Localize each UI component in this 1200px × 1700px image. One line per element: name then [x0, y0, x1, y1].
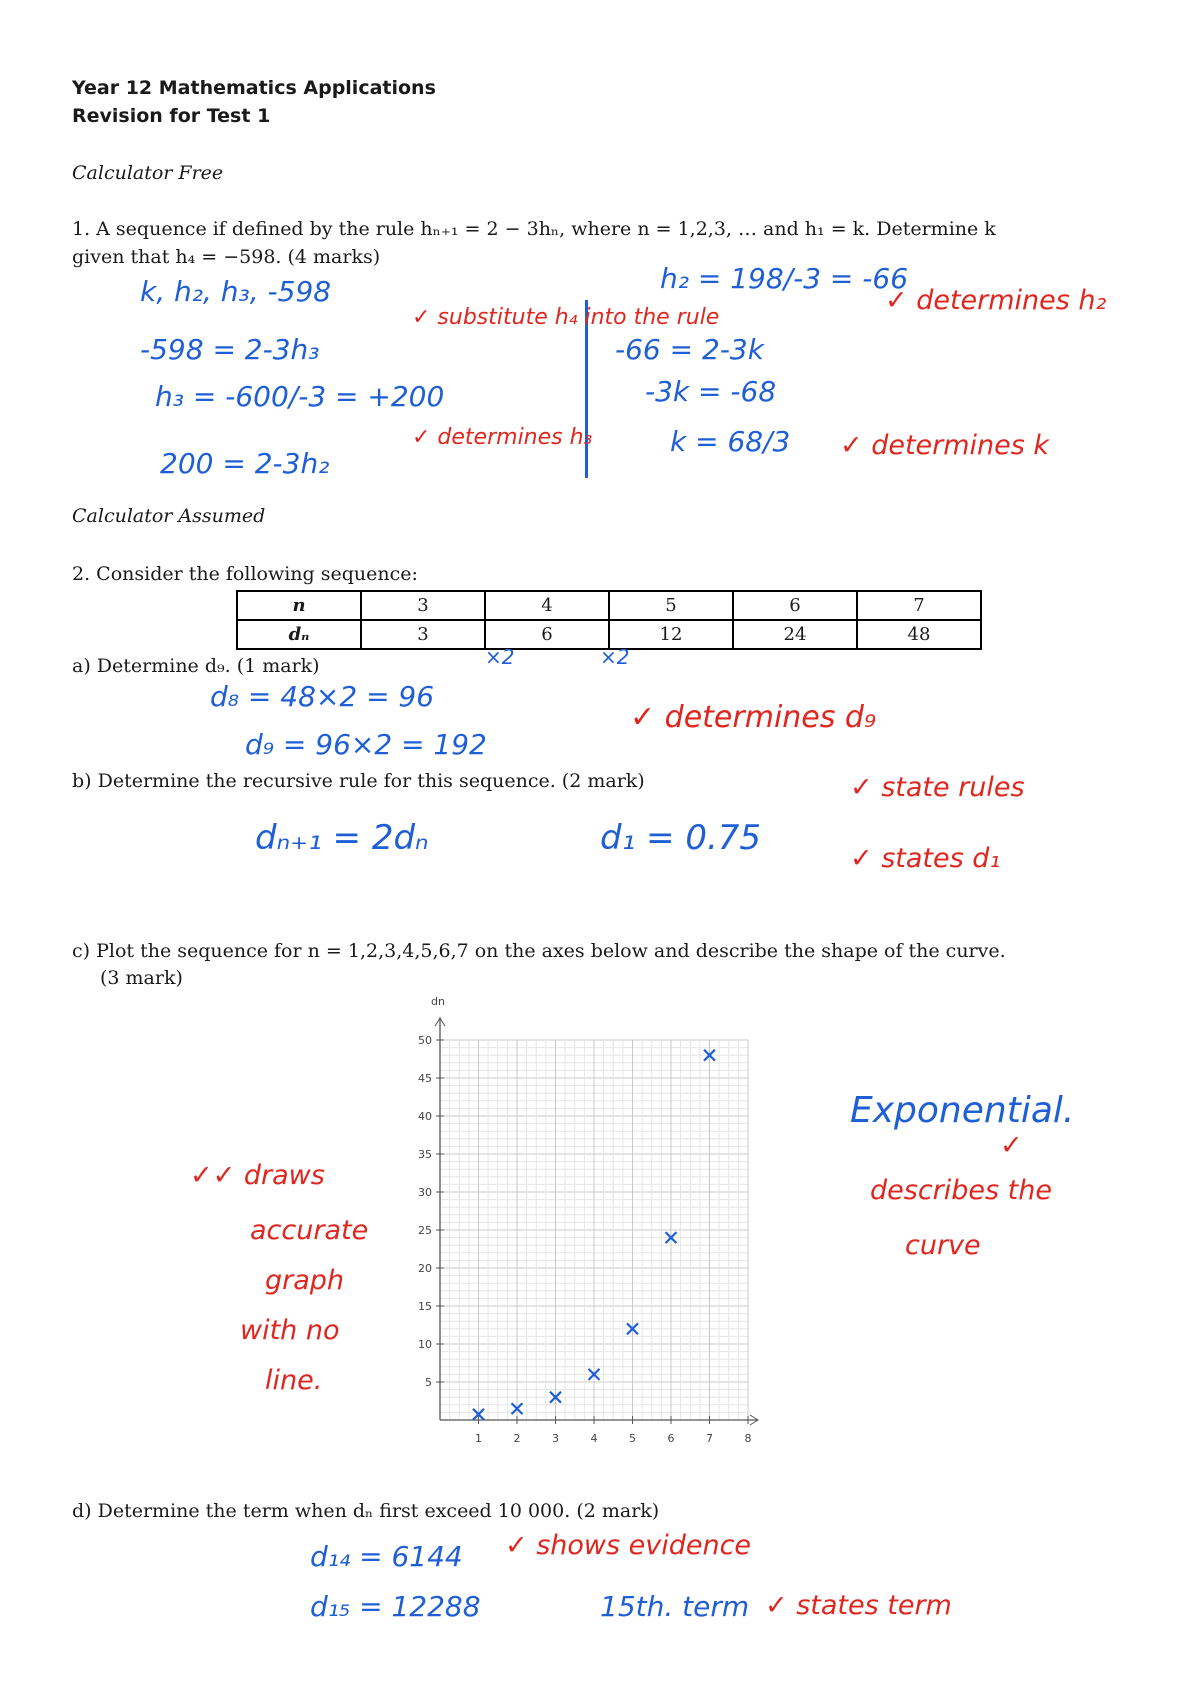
q2a-mark: ✓ determines d₉: [630, 700, 876, 735]
table-cell: 4: [485, 591, 609, 620]
table-cell: 3: [361, 620, 485, 649]
q1-work-5: h₂ = 198/-3 = -66: [660, 262, 909, 295]
q2d-work-2: d₁₅ = 12288: [310, 1590, 481, 1623]
q2c-mark-right-3: curve: [905, 1230, 981, 1261]
sequence-table: [236, 590, 982, 650]
q2a-work-2: d₉ = 96×2 = 192: [245, 728, 487, 761]
table-cell: 6: [733, 591, 857, 620]
x-tick-label: 6: [667, 1432, 675, 1445]
x-tick-label: 1: [475, 1432, 482, 1445]
table-cell: 24: [733, 620, 857, 649]
table-header-dn: dₙ: [237, 620, 361, 649]
q2d-work-1: d₁₄ = 6144: [310, 1540, 463, 1573]
q2a-prompt: a) Determine d₉. (1 mark): [72, 655, 320, 677]
q1-mark-h3: ✓ determines h₃: [412, 425, 593, 450]
table-header-n: n: [237, 591, 361, 620]
q2d-mark-term: ✓ states term: [765, 1590, 952, 1621]
section-calculator-assumed: Calculator Assumed: [72, 505, 266, 527]
q2b-work-2: d₁ = 0.75: [600, 818, 762, 858]
table-annotation-x2-1: ×2: [485, 645, 515, 669]
y-tick-label: 50: [418, 1034, 432, 1047]
table-cell: 7: [857, 591, 981, 620]
table-cell: 3: [361, 591, 485, 620]
q2b-mark-rules: ✓ state rules: [850, 772, 1025, 803]
q1-mark-k: ✓ determines k: [840, 430, 1050, 461]
doc-title: Year 12 Mathematics Applications: [72, 77, 436, 99]
x-tick-label: 8: [744, 1432, 752, 1445]
q2d-mark-evidence: ✓ shows evidence: [505, 1530, 752, 1561]
q1-mark-h2: ✓ determines h₂: [885, 285, 1107, 316]
q1-work-8: k = 68/3: [670, 425, 791, 458]
x-tick-label: 2: [513, 1432, 521, 1445]
q1-work-2: -598 = 2-3h₃: [140, 333, 320, 366]
q2c-mark-left-4: with no: [240, 1315, 340, 1346]
q2c-mark-left-5: line.: [265, 1365, 323, 1396]
x-tick-label: 4: [590, 1432, 598, 1445]
q2c-prompt-line1: c) Plot the sequence for n = 1,2,3,4,5,6,7 on the axes below and describe the shape of the curve.: [72, 940, 1006, 962]
q1-prompt-line2: given that h₄ = −598. (4 marks): [72, 246, 381, 268]
table-cell: 5: [609, 591, 733, 620]
y-tick-label: 45: [418, 1072, 432, 1085]
y-tick-label: 25: [418, 1224, 432, 1237]
y-tick-label: 15: [418, 1300, 432, 1313]
q2c-mark-left-2: accurate: [250, 1215, 369, 1246]
y-axis-label: dn: [431, 995, 445, 1008]
q2a-work-1: d₈ = 48×2 = 96: [210, 680, 435, 713]
y-tick-label: 40: [418, 1110, 432, 1123]
q2c-mark-right-1: ✓: [1000, 1130, 1023, 1161]
q2b-mark-d1: ✓ states d₁: [850, 843, 1001, 874]
y-tick-label: 30: [418, 1186, 432, 1199]
table-row: [237, 591, 981, 620]
q1-work-1: k, h₂, h₃, -598: [140, 275, 332, 308]
doc-subtitle: Revision for Test 1: [72, 105, 271, 127]
q2c-answer: Exponential.: [850, 1090, 1075, 1131]
x-tick-label: 7: [706, 1432, 713, 1445]
sequence-chart: [400, 990, 820, 1470]
q1-work-4: 200 = 2-3h₂: [160, 447, 330, 480]
y-tick-label: 10: [418, 1338, 432, 1351]
q2-intro: 2. Consider the following sequence:: [72, 563, 418, 585]
q2d-prompt: d) Determine the term when dₙ first exceed 10 000. (2 mark): [72, 1500, 660, 1522]
section-calculator-free: Calculator Free: [72, 162, 224, 184]
table-cell: 48: [857, 620, 981, 649]
q1-work-3: h₃ = -600/-3 = +200: [155, 380, 445, 413]
y-tick-label: 35: [418, 1148, 432, 1161]
q1-work-7: -3k = -68: [645, 375, 777, 408]
table-annotation-x2-2: ×2: [600, 645, 630, 669]
x-tick-label: 5: [629, 1432, 636, 1445]
q1-work-6: -66 = 2-3k: [615, 333, 764, 366]
q1-prompt-line1: 1. A sequence if defined by the rule hₙ₊₁ = 2 − 3hₙ, where n = 1,2,3, … and h₁ = k. Determine k: [72, 218, 996, 240]
table-cell: 12: [609, 620, 733, 649]
q2c-mark-right-2: describes the: [870, 1175, 1052, 1206]
y-tick-label: 20: [418, 1262, 432, 1275]
y-tick-label: 5: [425, 1376, 432, 1389]
q2c-prompt-line2: (3 mark): [100, 967, 183, 989]
q2b-work-1: dₙ₊₁ = 2dₙ: [255, 818, 429, 858]
q2c-mark-left-1: ✓✓ draws: [190, 1160, 325, 1191]
table-cell: 6: [485, 620, 609, 649]
q2b-prompt: b) Determine the recursive rule for this sequence. (2 mark): [72, 770, 645, 792]
q1-mark-substitute: ✓ substitute h₄ into the rule: [412, 305, 720, 330]
q2c-mark-left-3: graph: [265, 1265, 345, 1296]
q2d-work-3: 15th. term: [600, 1590, 750, 1623]
x-tick-label: 3: [552, 1432, 559, 1445]
